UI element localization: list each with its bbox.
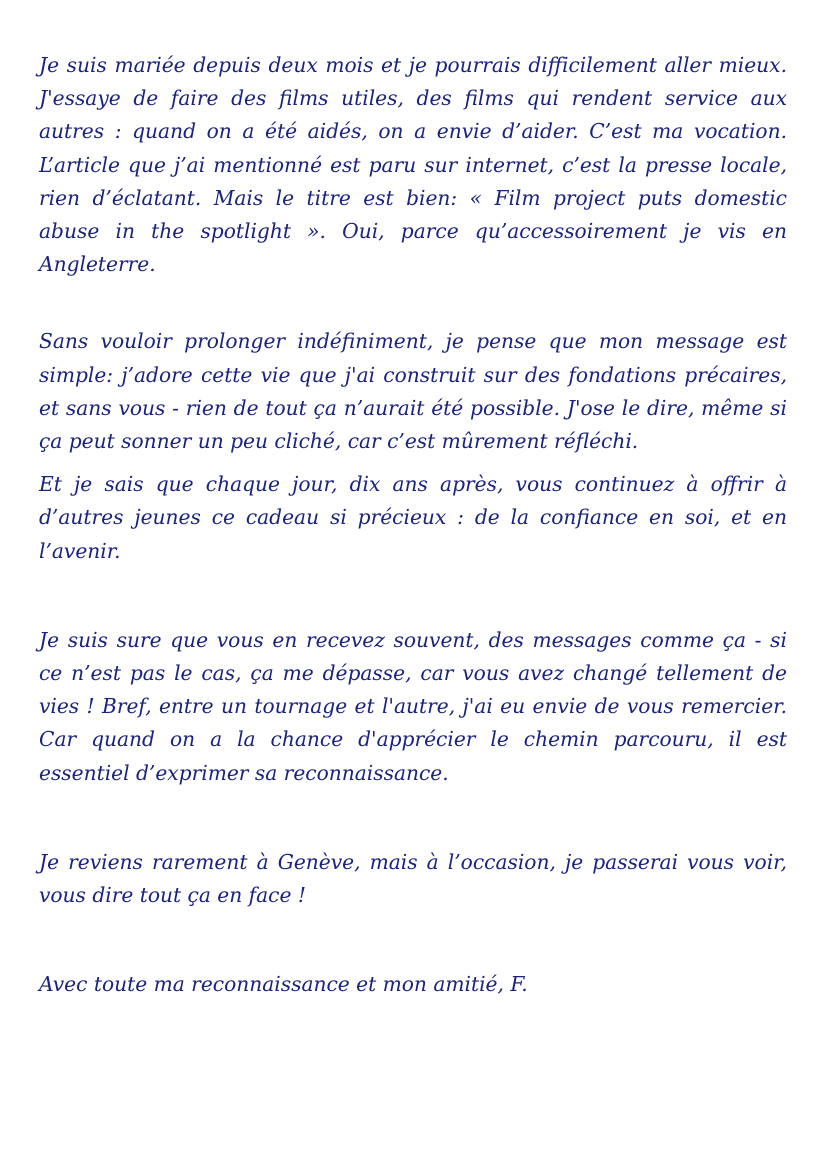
paragraph-simple-message: Sans vouloir prolonger indéfiniment, je pense que mon message est simple: j’adore cette vie que j'ai construit sur des fondations précaires, et sans vous - rien de tout ça n’aurait été possible. J'ose le dire, même si ça peut sonner un peu cliché, car c’est mûrement réfléchi. <box>39 329 787 454</box>
paragraph-spacer <box>39 568 787 624</box>
paragraph-geneva-visit: Je reviens rarement à Genève, mais à l’occasion, je passerai vous voir, vous dire tout ça en face ! <box>39 849 787 908</box>
paragraph-marriage-and-films: Je suis mariée depuis deux mois et je pourrais difficilement aller mieux. J'essaye de faire des films utiles, des films qui rendent service aux autres : quand on a été aidés, on a envie d’aider. C’est ma vocation. L’article que j’ai mentionné est paru sur internet, c’est la presse locale, rien d’éclatant. Mais le titre est bien: « Film project puts domestic abuse in the spotlight ». Oui, parce qu’accessoirement je vis en Angleterre. <box>39 53 787 277</box>
paragraph-spacer <box>39 912 787 968</box>
letter-signoff: Avec toute ma reconnaissance et mon amitié, F. <box>39 972 528 997</box>
paragraph-gratitude: Je suis sure que vous en recevez souvent, des messages comme ça - si ce n’est pas le cas, ça me dépasse, car vous avez changé tellement de vies ! Bref, entre un tournage et l'autre, j'ai eu envie de vous remercier. Car quand on a la chance d'apprécier le chemin parcouru, il est essentiel d’exprimer sa reconnaissance. <box>39 627 787 785</box>
paragraph-spacer <box>39 790 787 846</box>
letter-body <box>39 49 787 1001</box>
paragraph-spacer <box>39 458 787 468</box>
paragraph-ten-years-later: Et je sais que chaque jour, dix ans après, vous continuez à offrir à d’autres jeunes ce cadeau si précieux : de la confiance en soi, et en l’avenir. <box>39 472 787 563</box>
paragraph-spacer <box>39 281 787 325</box>
